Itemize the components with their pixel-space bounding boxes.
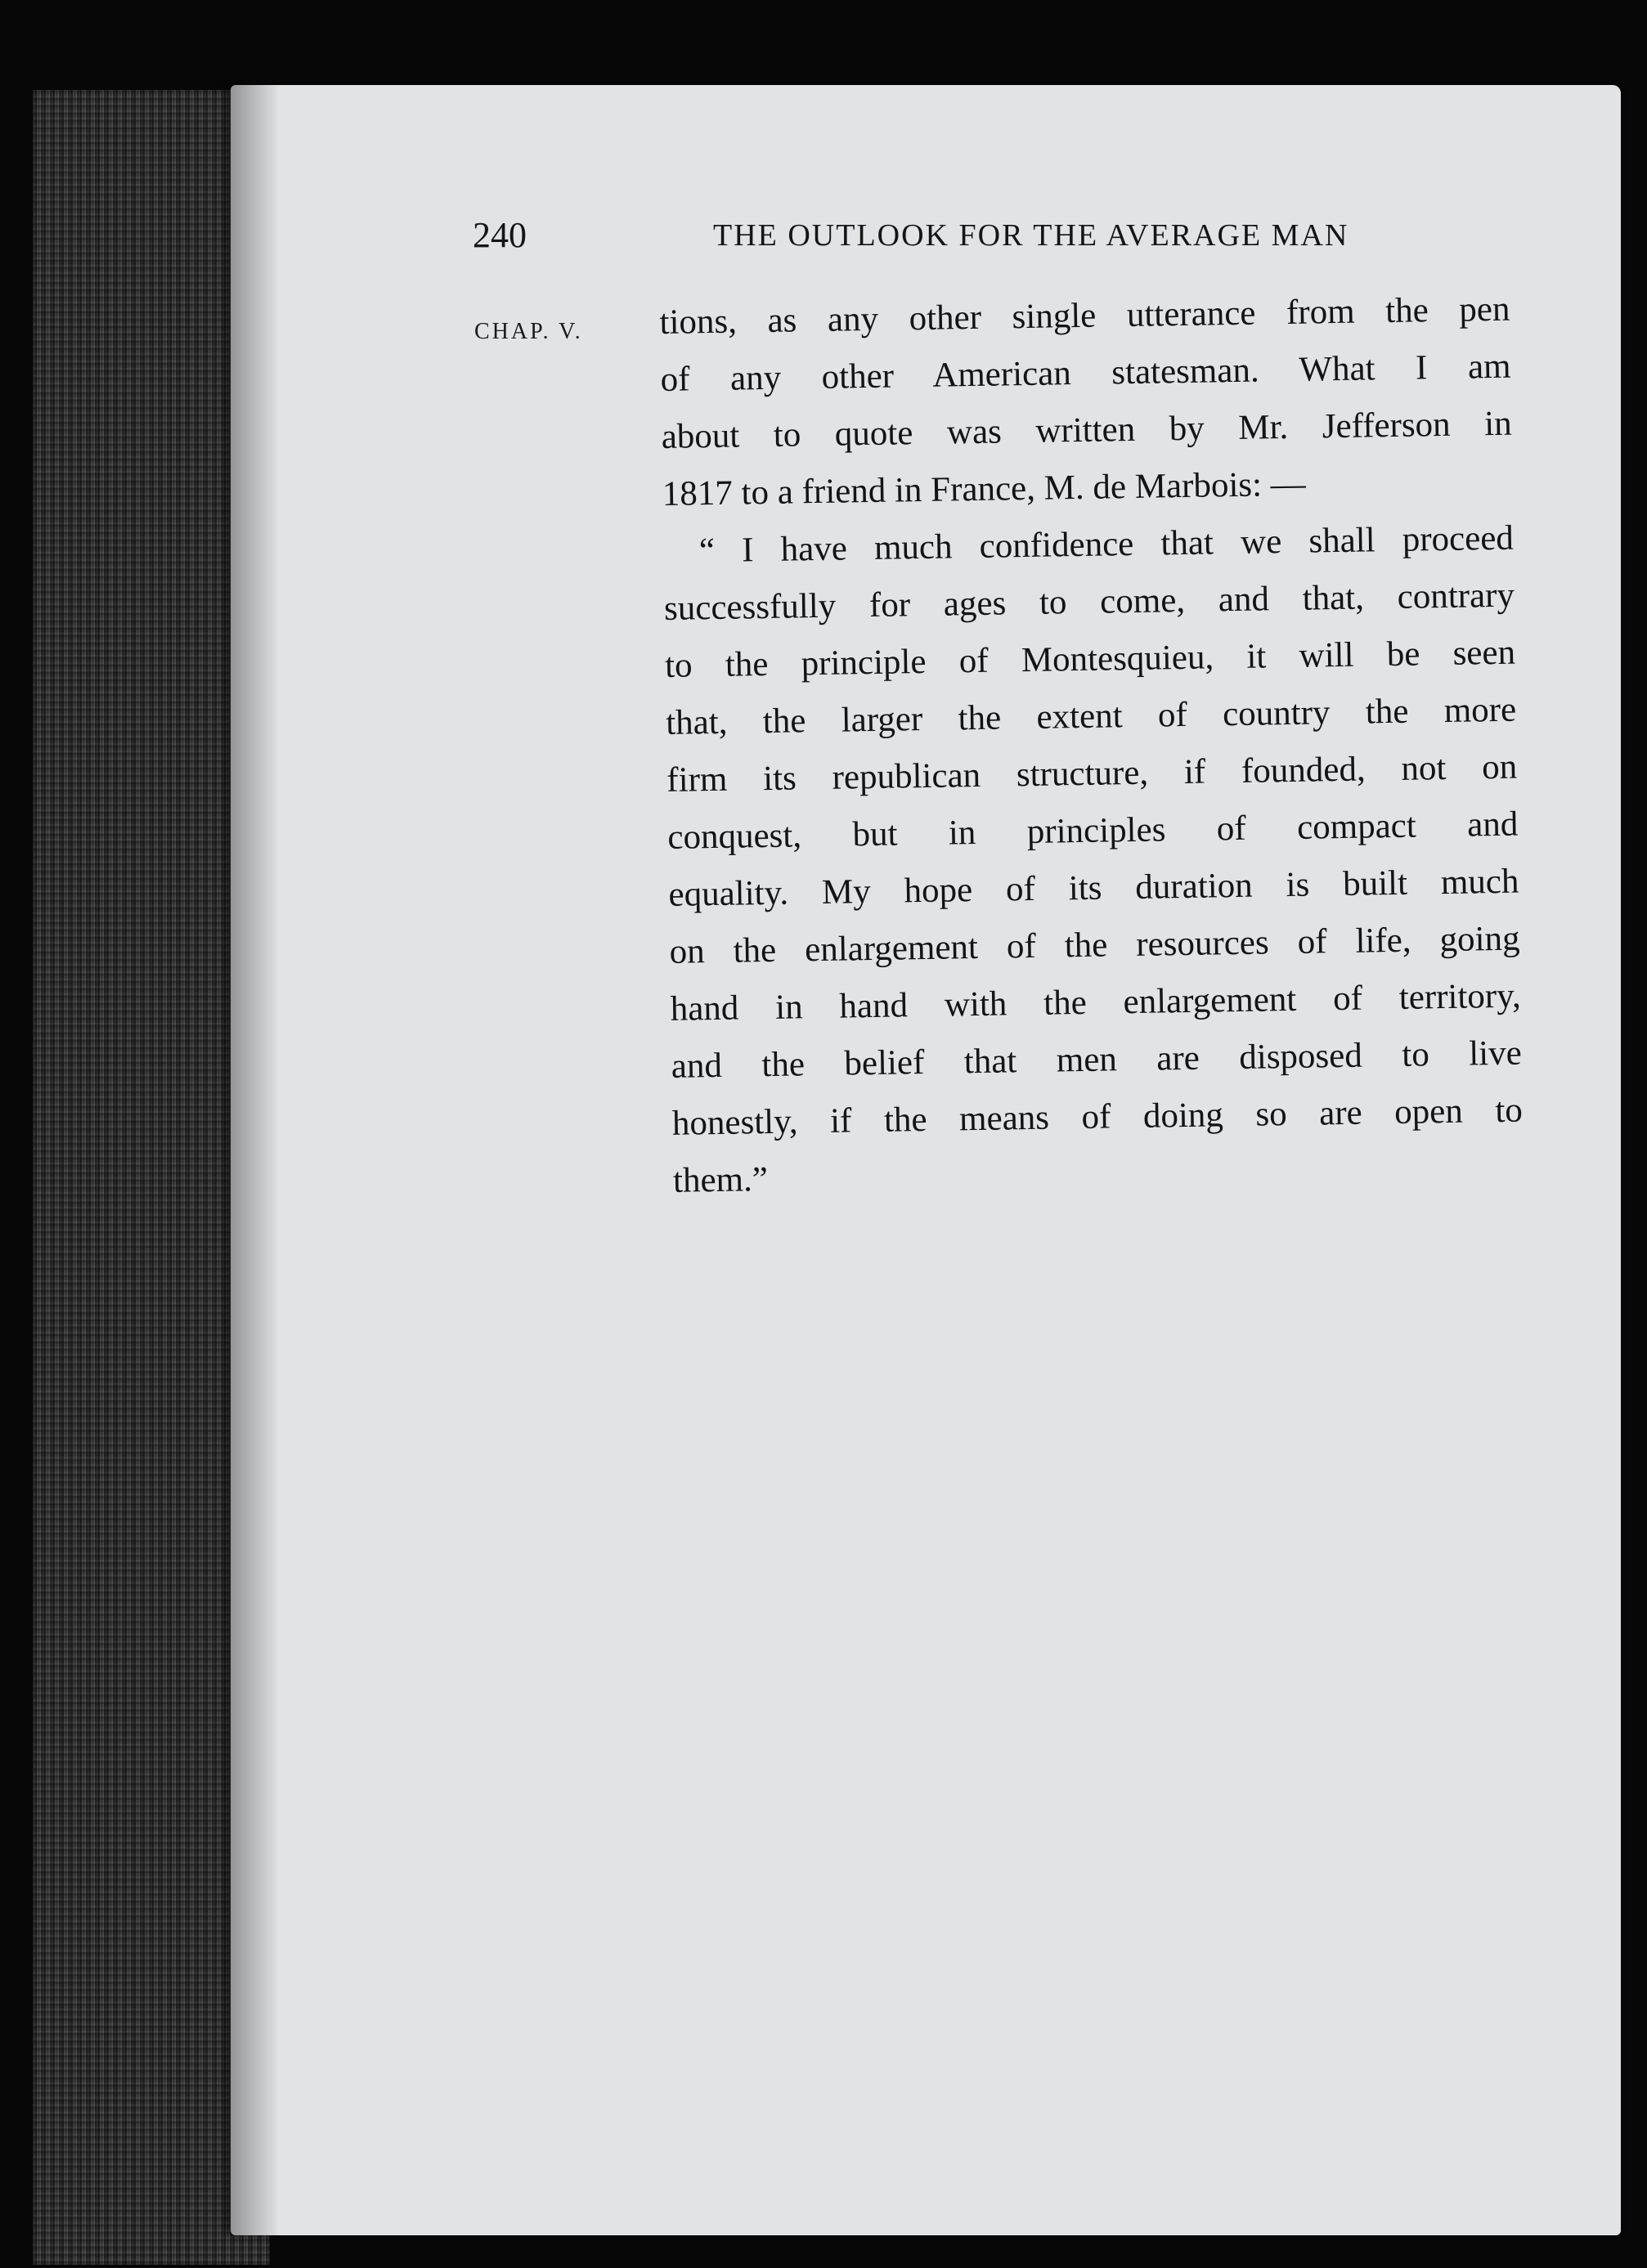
chapter-margin-label: CHAP. V. [474,319,583,344]
running-title: THE OUTLOOK FOR THE AVERAGE MAN [713,218,1349,253]
text-line: firm its republican structure, if founded, not on [666,747,1518,800]
text-line: equality. My hope of its duration is built much [668,862,1519,914]
text-line: them.” [672,1160,769,1200]
page-number: 240 [473,215,527,255]
text-line: “ I have much confidence that we shall proceed [698,518,1515,571]
running-head [473,214,1446,271]
text-line: honestly, if the means of doing so are open to [671,1091,1524,1143]
text-line: hand in hand with the enlargement of territory, [670,976,1521,1029]
text-line: and the belief that men are disposed to live [671,1033,1523,1086]
text-line: that, the larger the extent of country the more [665,690,1517,742]
text-line: tions, as any other single utterance from the pen [659,289,1510,342]
text-line: to the principle of Montesquieu, it will be seen [664,633,1516,685]
body-text [659,281,1524,1210]
text-line: conquest, but in principles of compact and [667,805,1519,857]
text-line: 1817 to a friend in France, M. de Marbois: — [662,464,1307,513]
text-line: successfully for ages to come, and that, contrary [663,576,1515,628]
text-line: on the enlargement of the resources of life, going [669,919,1520,971]
text-line: of any other American statesman. What I am [660,347,1511,399]
text-line: about to quote was written by Mr. Jefferson in [661,404,1512,456]
